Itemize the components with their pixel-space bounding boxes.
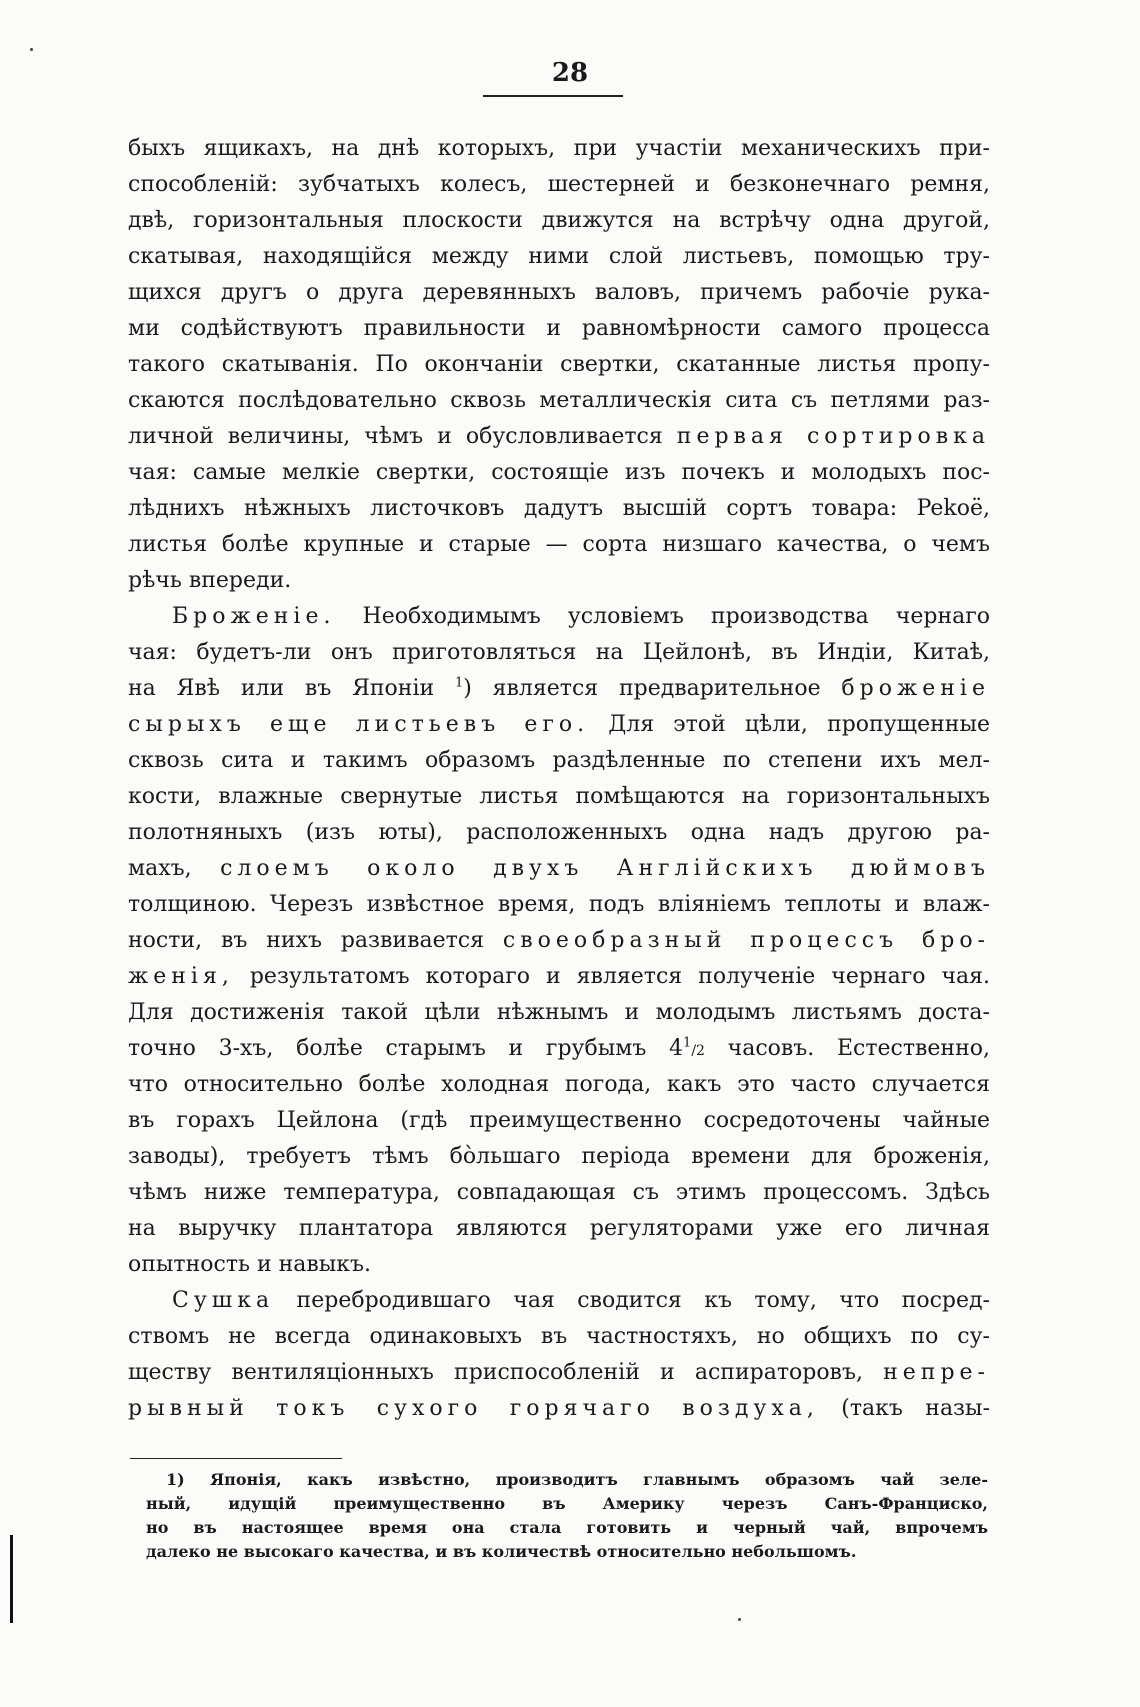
text-line: листья болѣе крупные и старые — сорта низшаго качества, о чемъ (128, 532, 990, 557)
text-segment: ности, въ нихъ развивается (128, 928, 484, 953)
spaced-emphasis: сырыхъ еще листьевъ его. (128, 712, 590, 737)
spaced-emphasis: непре- (883, 1360, 990, 1385)
page-number-rule (483, 95, 623, 97)
text-segment: Необходимымъ условіемъ производства чернаго (362, 604, 990, 629)
fraction-numerator: 1 (683, 1035, 692, 1051)
text-line: полотняныхъ (изъ юты), расположенныхъ одна надъ другою ра- (128, 820, 990, 845)
text-line: Для достиженія такой цѣли нѣжнымъ и молодымъ листьямъ доста- (128, 1000, 990, 1025)
text-line (128, 707, 990, 743)
text-line (128, 1391, 990, 1427)
text-line: опытность и навыкъ. (128, 1252, 372, 1277)
spaced-emphasis: слоемъ около двухъ Англійскихъ дюймовъ (220, 856, 990, 881)
spaced-emphasis: своеобразный процессъ бро- (502, 928, 990, 953)
scan-speck (738, 1618, 741, 1621)
footnote-line: ный, идущій преимущественно въ Америку черезъ Санъ-Франциско, (146, 1494, 988, 1513)
text-line: что относительно болѣе холодная погода, какъ это часто случается (128, 1072, 990, 1097)
text-line (128, 1283, 990, 1319)
text-line: ми содѣйствуютъ правильности и равномѣрности самого процесса (128, 316, 990, 341)
text-segment: (такъ назы- (841, 1396, 990, 1421)
text-line: толщиною. Черезъ извѣстное время, подъ вліяніемъ теплоты и влаж- (128, 892, 990, 917)
body-text (128, 131, 990, 1427)
text-line: щихся другъ о друга деревянныхъ валовъ, причемъ рабочіе рука- (128, 280, 990, 305)
spaced-emphasis: броженіе (841, 676, 990, 701)
text-line: скаются послѣдовательно сквозь металлическія сита съ петлями раз- (128, 388, 990, 413)
footnote-line: но въ настоящее время она стала готовить и черный чай, впрочемъ (146, 1518, 988, 1537)
text-segment: Японія, какъ извѣстно, производитъ главнымъ образомъ чай зеле- (210, 1470, 988, 1489)
text-line: чая: будетъ-ли онъ приготовляться на Цейлонѣ, въ Индіи, Китаѣ, (128, 640, 990, 665)
text-line (128, 1355, 990, 1391)
text-line: заводы), требуетъ тѣмъ бо̀льшаго періода времени для броженія, (128, 1144, 990, 1169)
footnote-line: далеко не высокаго качества, и въ количествѣ относительно небольшомъ. (146, 1542, 857, 1561)
text-line: въ горахъ Цейлона (гдѣ преимущественно сосредоточены чайные (128, 1108, 990, 1133)
text-line: рѣчь впереди. (128, 568, 292, 593)
footnote-marker: 1) (166, 1470, 185, 1489)
text-segment: 4 (669, 1036, 684, 1061)
text-line: чая: самые мелкіе свертки, состоящіе изъ почекъ и молодыхъ пос- (128, 460, 990, 485)
text-line (128, 599, 990, 635)
text-line: такого скатыванія. По окончаніи свертки, скатанные листья пропу- (128, 352, 990, 377)
text-line: способленій: зубчатыхъ колесъ, шестерней и безконечнаго ремня, (128, 172, 990, 197)
text-segment: на Явѣ или въ Японіи (128, 676, 435, 701)
spaced-emphasis: женія, (128, 964, 234, 989)
text-segment: ) является предварительное (463, 676, 821, 701)
text-segment: результатомъ котораго и является полученіе чернаго чая. (249, 964, 990, 989)
text-segment: ществу вентиляціонныхъ приспособленій и аспираторовъ, (128, 1360, 863, 1385)
fraction-denominator: /2 (691, 1043, 705, 1059)
spaced-emphasis: рывный токъ сухого горячаго воздуха, (128, 1396, 819, 1421)
text-segment: личной величины, чѣмъ и обусловливается (128, 424, 663, 449)
text-segment: точно 3-хъ, болѣе старымъ и грубымъ (128, 1036, 647, 1061)
text-segment: перебродившаго чая сводится къ тому, что посред- (296, 1288, 990, 1313)
spaced-emphasis: первая сортировка (676, 424, 990, 449)
text-line: чѣмъ ниже температура, совпадающая съ этимъ процессомъ. Здѣсь (128, 1180, 990, 1205)
section-heading-drying: Сушка (172, 1288, 275, 1313)
text-line: ствомъ не всегда одинаковыхъ въ частностяхъ, но общихъ по су- (128, 1324, 990, 1349)
text-line: скатывая, находящійся между ними слой листьевъ, помощью тру- (128, 244, 990, 269)
text-line (128, 959, 990, 995)
text-line: быхъ ящикахъ, на днѣ которыхъ, при участіи механическихъ при- (128, 136, 990, 161)
page-number: 28 (551, 58, 589, 88)
text-line (128, 1031, 990, 1067)
footnote-line (146, 1468, 988, 1492)
scan-speck (30, 48, 33, 51)
text-line: двѣ, горизонтальныя плоскости движутся на встрѣчу одна другой, (128, 208, 990, 233)
text-segment: Для этой цѣли, пропущенные (608, 712, 990, 737)
text-line (128, 419, 990, 455)
text-line: лѣднихъ нѣжныхъ листочковъ дадутъ высшій сортъ товара: Pekoё, (128, 496, 990, 521)
text-line: кости, влажные свернутые листья помѣщаются на горизонтальныхъ (128, 784, 990, 809)
text-line (128, 923, 990, 959)
footnote-ref: 1 (454, 675, 464, 691)
text-line: на выручку плантатора являются регуляторами уже его личная (128, 1216, 990, 1241)
footnote (146, 1468, 988, 1564)
text-line (128, 671, 990, 707)
footnote-separator (130, 1458, 342, 1459)
text-segment: махъ, (128, 856, 192, 881)
scan-margin-mark (10, 1535, 13, 1623)
text-line: сквозь сита и такимъ образомъ раздѣленные по степени ихъ мел- (128, 748, 990, 773)
text-line (128, 851, 990, 887)
section-heading-fermentation: Броженіе. (172, 604, 336, 629)
text-segment: часовъ. Естественно, (727, 1036, 990, 1061)
